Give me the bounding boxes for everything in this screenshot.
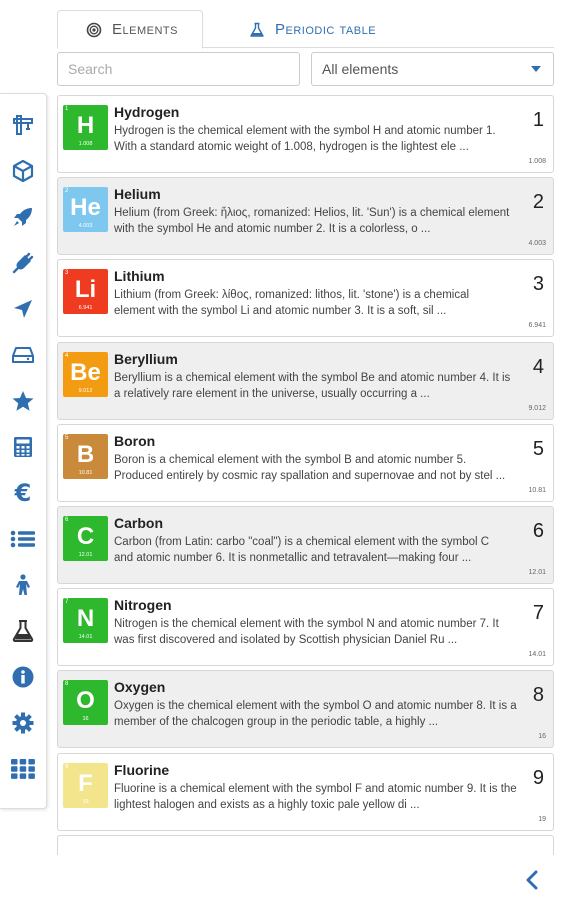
element-description bbox=[114, 781, 534, 813]
description-line: Beryllium is a chemical element with the symbol Be and atomic number 4. It is bbox=[114, 371, 511, 384]
element-tile bbox=[63, 434, 108, 479]
atomic-number: 2 bbox=[532, 191, 544, 214]
description-line: Oxygen is the chemical element with the symbol O and atomic number 8. It is a bbox=[114, 700, 517, 713]
tile-symbol: Li bbox=[74, 276, 97, 304]
description-line: and atomic number 6. It is nonmetallic and tetravalent—making four ... bbox=[114, 552, 472, 564]
sidebar-item-grid[interactable] bbox=[8, 754, 38, 784]
tile-symbol: F bbox=[78, 769, 93, 797]
plug-icon bbox=[11, 251, 35, 275]
tile-symbol: N bbox=[76, 605, 95, 633]
element-list bbox=[57, 95, 554, 855]
tile-atomic-number: 1 bbox=[65, 106, 69, 112]
description-line: element with the symbol Li and atomic number 3. It is a soft, sil ... bbox=[114, 305, 447, 318]
element-card[interactable] bbox=[57, 259, 554, 337]
tile-symbol: He bbox=[70, 194, 101, 222]
tab-elements-label: Elements bbox=[112, 21, 178, 38]
element-card[interactable] bbox=[57, 588, 554, 666]
atomic-number: 4 bbox=[532, 355, 544, 378]
element-filter-value: All elements bbox=[322, 61, 399, 77]
description-line: member of the chalcogen group in the periodic table, a highly ... bbox=[114, 716, 439, 729]
element-tile bbox=[63, 516, 108, 561]
flask-icon bbox=[249, 22, 265, 38]
element-card[interactable] bbox=[57, 342, 554, 420]
search-input[interactable] bbox=[57, 52, 300, 86]
element-name: Helium bbox=[114, 186, 161, 203]
description-line: Fluorine is a chemical element with the symbol F and atomic number 9. It is the bbox=[114, 782, 517, 795]
element-card[interactable] bbox=[57, 753, 554, 831]
tile-atomic-weight: 9.012 bbox=[78, 387, 93, 394]
sidebar-item-info[interactable] bbox=[8, 662, 38, 692]
element-description bbox=[114, 370, 534, 402]
back-button[interactable] bbox=[520, 868, 544, 892]
radio-target-icon bbox=[86, 22, 102, 38]
element-card[interactable] bbox=[57, 506, 554, 584]
description-line: With a standard atomic weight of 1.008, hydrogen is the lightest ele ... bbox=[114, 141, 469, 153]
atomic-weight: 14.01 bbox=[528, 651, 546, 659]
tab-periodic-table[interactable] bbox=[221, 10, 390, 49]
info-icon bbox=[11, 665, 35, 689]
flask-icon bbox=[11, 619, 35, 643]
tile-symbol: C bbox=[76, 523, 95, 550]
tile-atomic-number: 8 bbox=[65, 681, 69, 688]
element-name: Carbon bbox=[114, 515, 163, 531]
chevron-down-icon bbox=[531, 66, 541, 72]
sidebar-item-location[interactable] bbox=[8, 294, 38, 324]
tile-symbol: O bbox=[76, 687, 95, 715]
tile-atomic-number: 3 bbox=[65, 270, 69, 277]
sidebar bbox=[0, 93, 47, 809]
tile-atomic-number: 4 bbox=[65, 352, 69, 359]
star-icon bbox=[11, 389, 35, 413]
element-tile bbox=[63, 680, 108, 725]
person-icon bbox=[11, 573, 35, 597]
element-name: Hydrogen bbox=[114, 104, 180, 120]
element-name: Nitrogen bbox=[114, 597, 172, 614]
atomic-number: 9 bbox=[532, 766, 544, 789]
tile-atomic-number: 2 bbox=[65, 188, 69, 195]
description-line: was first discovered and isolated by Scottish physician Daniel Ru ... bbox=[114, 634, 458, 647]
atomic-weight: 19 bbox=[538, 815, 546, 823]
rocket-icon bbox=[11, 205, 35, 229]
tile-atomic-weight: 10.81 bbox=[78, 469, 93, 476]
description-line: Nitrogen is the chemical element with the symbol N and atomic number 7. It bbox=[114, 618, 499, 631]
description-line: Boron is a chemical element with the symbol B and atomic number 5. bbox=[114, 453, 467, 466]
tile-atomic-weight: 14.01 bbox=[78, 634, 93, 641]
tab-bar bbox=[57, 10, 554, 48]
element-description bbox=[114, 123, 534, 155]
atomic-weight: 10.81 bbox=[528, 486, 546, 494]
element-name: Oxygen bbox=[114, 679, 166, 696]
description-line: Carbon (from Latin: carbo "coal") is a chemical element with the symbol C bbox=[114, 536, 490, 548]
atomic-number: 1 bbox=[532, 109, 544, 131]
atomic-weight: 6.941 bbox=[528, 322, 546, 330]
sidebar-item-rocket[interactable] bbox=[8, 202, 38, 232]
list-icon bbox=[10, 527, 36, 551]
element-filter-select[interactable] bbox=[311, 52, 554, 86]
atomic-number: 6 bbox=[532, 520, 544, 542]
element-description bbox=[114, 452, 534, 484]
cube-icon bbox=[11, 159, 35, 183]
tile-symbol: B bbox=[76, 440, 95, 468]
element-tile bbox=[63, 763, 108, 808]
tile-atomic-weight: 1.008 bbox=[78, 141, 93, 147]
tab-elements[interactable] bbox=[57, 10, 203, 49]
atomic-number: 7 bbox=[532, 602, 544, 625]
description-line: Hydrogen is the chemical element with the symbol H and atomic number 1. bbox=[114, 125, 496, 137]
tile-atomic-weight: 16 bbox=[82, 716, 89, 723]
element-card[interactable] bbox=[57, 95, 554, 173]
atomic-weight: 16 bbox=[538, 733, 546, 741]
sidebar-item-euro[interactable] bbox=[8, 478, 38, 508]
location-arrow-icon bbox=[11, 297, 35, 321]
tile-atomic-weight: 4.003 bbox=[78, 223, 93, 230]
element-name: Boron bbox=[114, 432, 156, 449]
atomic-weight: 4.003 bbox=[528, 240, 546, 248]
atomic-number: 5 bbox=[532, 437, 544, 460]
element-description bbox=[114, 287, 534, 319]
atomic-weight: 1.008 bbox=[528, 158, 546, 165]
sidebar-item-plug[interactable] bbox=[8, 248, 38, 278]
tile-atomic-weight: 19 bbox=[82, 798, 89, 805]
atomic-number: 8 bbox=[532, 684, 544, 707]
element-card[interactable] bbox=[57, 177, 554, 255]
tile-atomic-number: 7 bbox=[65, 599, 69, 606]
element-name: Lithium bbox=[114, 268, 165, 285]
element-description bbox=[114, 616, 534, 648]
element-tile bbox=[63, 269, 108, 314]
crane-icon bbox=[11, 113, 35, 137]
description-line: Helium (from Greek: ἥλιος, romanized: Helios, lit. 'Sun') is a chemical element bbox=[114, 207, 510, 220]
sidebar-item-drive[interactable] bbox=[8, 340, 38, 370]
description-line: Lithium (from Greek: λίθος, romanized: lithos, lit. 'stone') is a chemical bbox=[114, 289, 470, 302]
element-tile bbox=[63, 352, 108, 397]
element-description bbox=[114, 205, 534, 237]
tile-atomic-weight: 6.941 bbox=[78, 305, 93, 312]
description-line: with the symbol He and atomic number 2. It is a colorless, o ... bbox=[114, 223, 431, 236]
element-description bbox=[114, 698, 534, 730]
tile-atomic-number: 5 bbox=[65, 434, 69, 441]
sidebar-item-settings[interactable] bbox=[8, 708, 38, 738]
description-line: Produced entirely by cosmic ray spallation and supernovae and not by stel ... bbox=[114, 469, 506, 482]
sidebar-item-cube[interactable] bbox=[8, 156, 38, 186]
description-line: lightest halogen and exists as a highly toxic pale yellow di ... bbox=[114, 798, 420, 811]
atomic-number: 3 bbox=[532, 273, 544, 296]
element-card[interactable] bbox=[57, 670, 554, 748]
element-card[interactable] bbox=[57, 835, 554, 855]
drive-icon bbox=[11, 343, 35, 367]
description-line: a relatively rare element in the universe, usually occurring a ... bbox=[114, 387, 430, 400]
tile-symbol: Be bbox=[70, 358, 101, 386]
chevron-left-icon bbox=[524, 870, 540, 890]
sidebar-item-star[interactable] bbox=[8, 386, 38, 416]
sidebar-item-crane[interactable] bbox=[8, 110, 38, 140]
tile-atomic-number: 9 bbox=[65, 763, 69, 770]
element-name: Beryllium bbox=[114, 350, 178, 367]
gear-icon bbox=[11, 711, 35, 735]
tab-periodic-table-label: Periodic table bbox=[275, 21, 377, 38]
sidebar-item-person[interactable] bbox=[8, 570, 38, 600]
tile-atomic-number: 6 bbox=[65, 517, 69, 523]
tile-atomic-weight: 12.01 bbox=[78, 552, 93, 558]
atomic-weight: 9.012 bbox=[528, 404, 546, 412]
sidebar-item-flask[interactable] bbox=[8, 616, 38, 646]
grid-icon bbox=[10, 757, 36, 781]
calculator-icon bbox=[11, 435, 35, 459]
element-name: Fluorine bbox=[114, 761, 170, 778]
euro-icon: € bbox=[14, 479, 32, 507]
element-tile bbox=[63, 105, 108, 150]
sidebar-item-calculator[interactable] bbox=[8, 432, 38, 462]
tile-symbol: H bbox=[76, 112, 95, 139]
atomic-weight: 12.01 bbox=[528, 569, 546, 576]
sidebar-item-list[interactable] bbox=[8, 524, 38, 554]
element-description bbox=[114, 534, 534, 566]
element-card[interactable] bbox=[57, 424, 554, 502]
element-tile bbox=[63, 598, 108, 643]
element-tile bbox=[63, 187, 108, 232]
